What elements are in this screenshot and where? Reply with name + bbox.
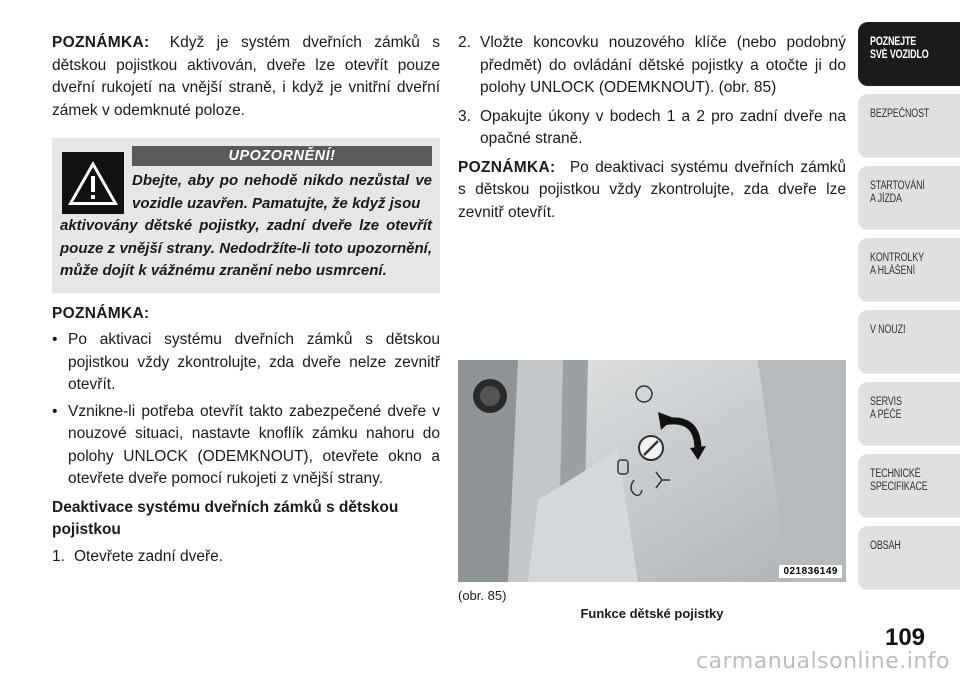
- tab-label-line2: A HLÁŠENÍ: [870, 265, 915, 277]
- figure-caption: Funkce dětské pojistky: [580, 606, 724, 621]
- tab-servis[interactable]: [858, 382, 960, 446]
- tab-label-line1: POZNEJTE: [870, 36, 917, 48]
- tab-label-line2: A PÉČE: [870, 409, 902, 421]
- warning-title: UPOZORNĚNÍ!: [132, 146, 432, 166]
- door-latch-illustration: [458, 360, 846, 582]
- step-text: Otevřete zadní dveře.: [74, 547, 224, 565]
- page-number: 109: [884, 624, 926, 651]
- bullet-list: [52, 329, 440, 491]
- warning-box: [52, 138, 440, 293]
- tab-label-line1: V NOUZI: [870, 324, 906, 336]
- tab-label-line1: KONTROLKY: [870, 252, 924, 264]
- tab-label-line2: SPECIFIKACE: [870, 481, 928, 493]
- step-item: [52, 546, 440, 569]
- tab-label-line2: A JÍZDA: [870, 193, 902, 205]
- chapter-tabs: [858, 22, 960, 598]
- step-text: Vložte koncovku nouzového klíče (nebo podobný předmět) do ovládání dětské pojistky a otočte ji do polohy UNLOCK (ODEMKNOUT). (obr. 85): [480, 34, 846, 96]
- step-number: 3.: [458, 107, 471, 125]
- figure-child-lock: [458, 360, 846, 582]
- tab-technicke-specifikace[interactable]: [858, 454, 960, 518]
- note-paragraph: [52, 32, 440, 122]
- warning-text-rest: aktivovány dětské pojistky, zadní dveře lze otevřít pouze z vnější strany. Nedodržíte-li toto upozornění, může dojít k vážnému zranění nebo usmrcení.: [60, 217, 432, 279]
- step-list-right: [458, 32, 846, 151]
- left-column: [52, 32, 440, 574]
- tab-obsah[interactable]: [858, 526, 960, 590]
- tab-label-line1: SERVIS: [870, 396, 902, 408]
- tab-bezpecnost[interactable]: [858, 94, 960, 158]
- note-text: Když je systém dveřních zámků s dětskou pojistkou aktivován, dveře lze otevřít pouze dveřní rukojetí na vnější straně, i když je vnitřní dveřní zámek v odemknuté poloze.: [52, 34, 440, 119]
- tab-startovani[interactable]: [858, 166, 960, 230]
- note-text: Po deaktivaci systému dveřních zámků s dětskou pojistkou vždy zkontrolujte, zda dveře lze zevnitř otevřít.: [458, 158, 847, 221]
- step-item: [458, 32, 846, 100]
- note-label-2: POZNÁMKA:: [52, 304, 150, 322]
- warning-triangle-icon: [62, 152, 124, 214]
- right-column: [458, 32, 846, 224]
- tab-label-line2: SVÉ VOZIDLO: [870, 49, 929, 61]
- tab-label-line1: STARTOVÁNÍ: [870, 180, 925, 192]
- figure-code: 021836149: [779, 565, 842, 578]
- step-text: Opakujte úkony v bodech 1 a 2 pro zadní dveře na opačné straně.: [480, 107, 846, 147]
- tab-poznejte-sve-vozidlo[interactable]: [858, 22, 960, 86]
- watermark: carmanualsonline.info: [696, 649, 950, 674]
- bullet-item: • Po aktivaci systému dveřních zámků s dětskou pojistkou vždy zkontrolujte, zda dveře nelze zevnitř otevřít.: [52, 329, 440, 397]
- step-number: 1.: [52, 547, 65, 565]
- note-label: POZNÁMKA:: [52, 34, 150, 51]
- tab-label-line1: TECHNICKÉ: [870, 468, 921, 480]
- step-item: [458, 106, 846, 151]
- figure-reference: (obr. 85): [458, 588, 507, 603]
- tab-label-line1: OBSAH: [870, 540, 901, 552]
- bullet-item: • Vznikne-li potřeba otevřít takto zabezpečené dveře v nouzové situaci, nastavte knoflík zámku nahoru do polohy UNLOCK (ODEMKNOUT), otevřete okno a otevřete dveře pomocí rukojeti z vnější strany.: [52, 401, 440, 491]
- note-paragraph-right: [458, 157, 846, 225]
- step-list-left: [52, 546, 440, 569]
- note-label: POZNÁMKA:: [458, 158, 556, 176]
- section-heading: Deaktivace systému dveřních zámků s dětskou pojistkou: [52, 498, 399, 538]
- tab-label-line1: BEZPEČNOST: [870, 108, 930, 120]
- tab-kontrolky[interactable]: [858, 238, 960, 302]
- tab-v-nouzi[interactable]: [858, 310, 960, 374]
- warning-text-line1: Dbejte, aby po nehodě nikdo nezůstal ve vozidle uzavřen. Pamatujte, že když jsou: [132, 172, 432, 212]
- step-number: 2.: [458, 34, 471, 51]
